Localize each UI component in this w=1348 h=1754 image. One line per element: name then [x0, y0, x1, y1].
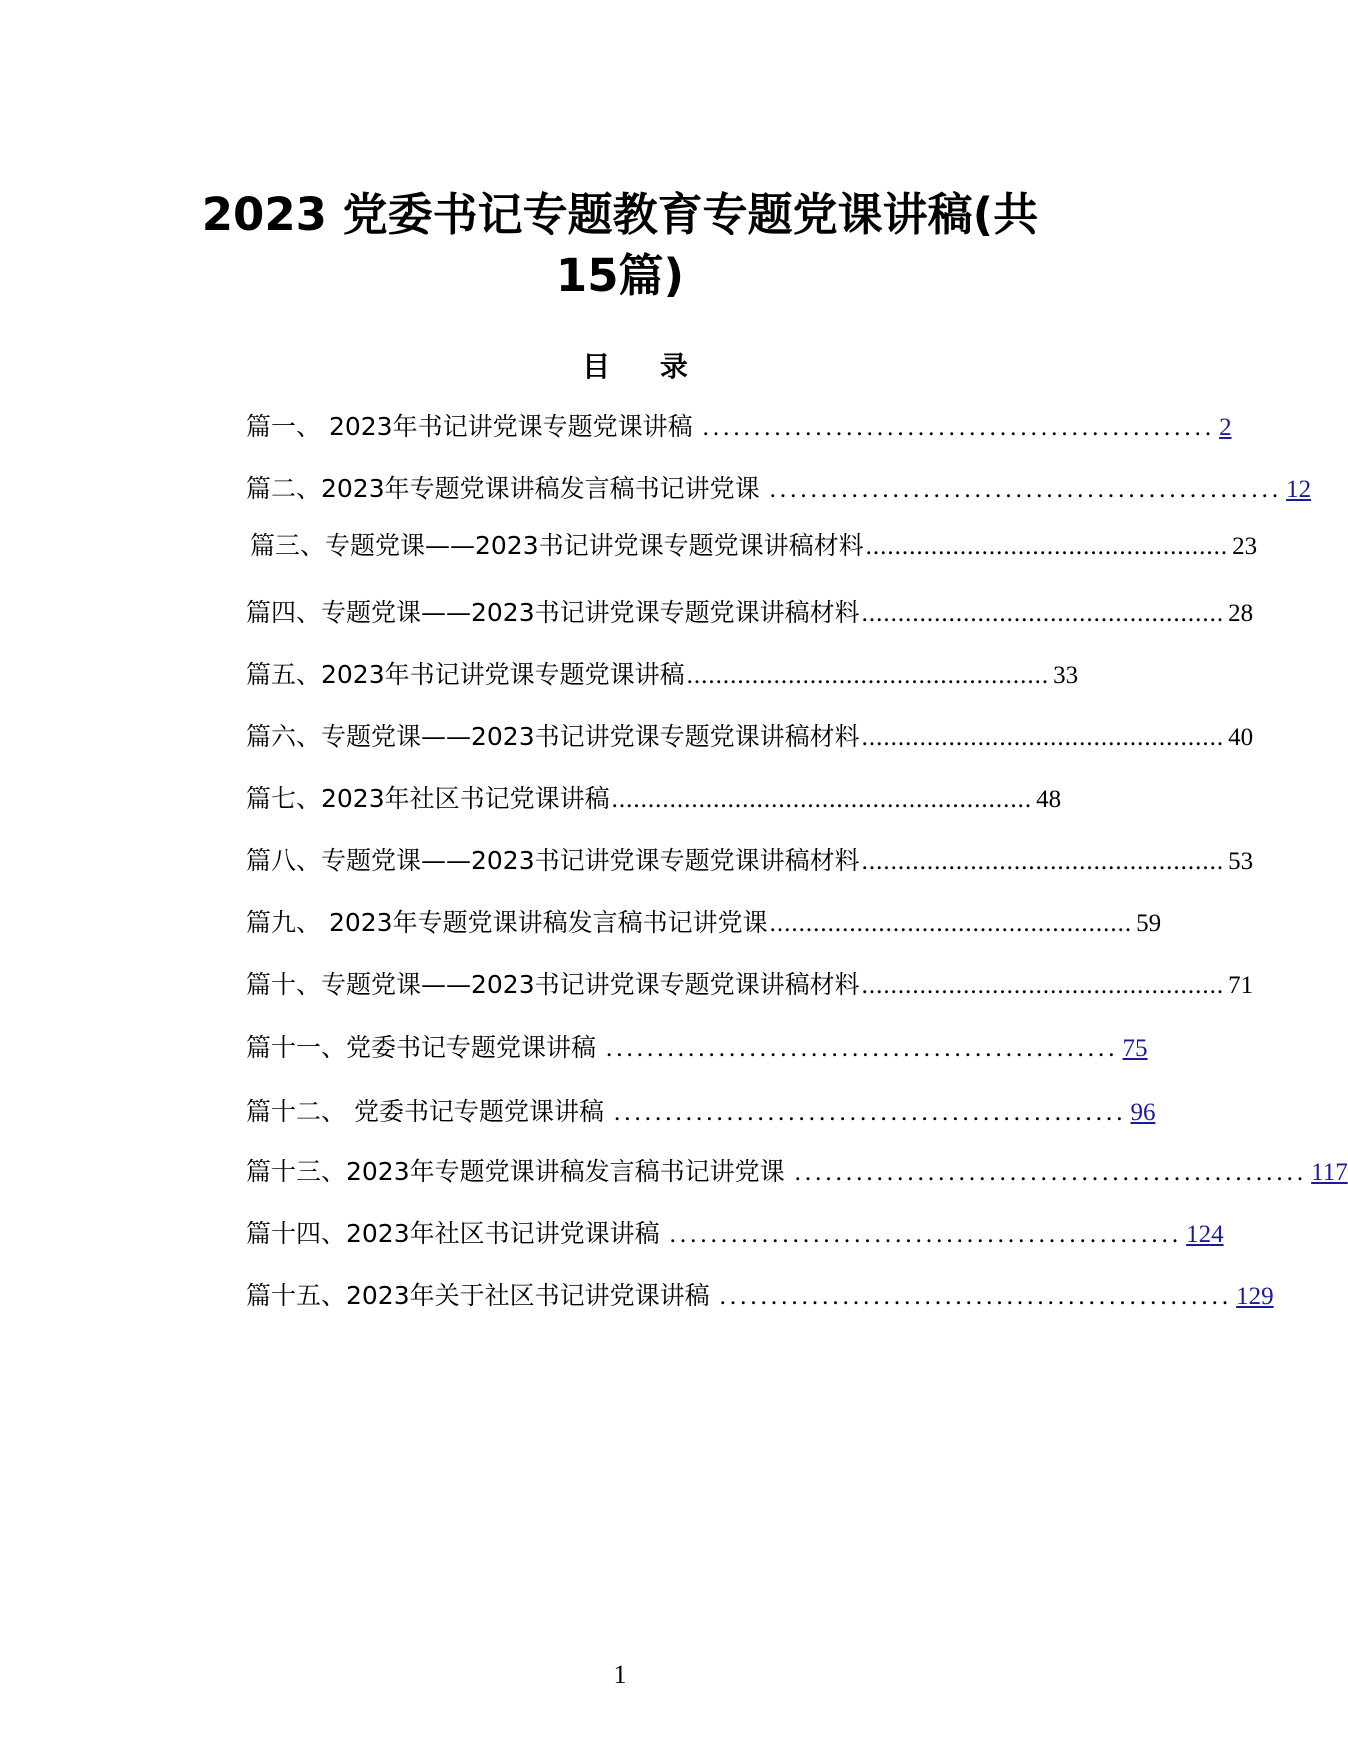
document-title-line-2: 15篇)	[555, 249, 685, 302]
toc-entry[interactable]	[246, 1026, 1148, 1070]
toc-entry-page-number: 28	[1228, 600, 1254, 627]
toc-entry-label: 篇八、专题党课——2023书记讲党课专题党课讲稿材料	[246, 846, 860, 875]
toc-entry-page-link[interactable]: 124	[1186, 1221, 1224, 1248]
dot-leader: ..................................................	[861, 848, 1225, 875]
toc-heading: 目 录	[582, 350, 708, 383]
toc-entry-label: 篇五、2023年书记讲党课专题党课讲稿	[246, 660, 685, 689]
dot-leader: ..................................................	[861, 600, 1225, 627]
dot-leader: ..................................................	[606, 1035, 1119, 1062]
toc-entry[interactable]	[246, 467, 1312, 511]
toc-entry[interactable]	[246, 777, 1062, 821]
toc-entry[interactable]	[246, 715, 1254, 759]
dot-leader: ..................................................	[861, 724, 1225, 751]
toc-entry-page-link[interactable]: 129	[1236, 1283, 1274, 1310]
toc-entry-page-link[interactable]: 117	[1311, 1159, 1348, 1186]
toc-entry-label: 篇四、专题党课——2023书记讲党课专题党课讲稿材料	[246, 598, 860, 627]
toc-entry-page-link[interactable]: 75	[1122, 1035, 1148, 1062]
toc-entry-page-link[interactable]: 12	[1286, 476, 1312, 503]
dot-leader: ..........................................................	[611, 786, 1033, 813]
toc-entry-label: 篇七、2023年社区书记党课讲稿	[246, 784, 610, 813]
toc-entry[interactable]	[246, 653, 1079, 697]
dot-leader: ..................................................	[865, 533, 1229, 560]
toc-entry-label: 篇十五、2023年关于社区书记讲党课讲稿	[246, 1281, 710, 1310]
toc-entry[interactable]	[246, 405, 1232, 449]
dot-leader: ..................................................	[794, 1159, 1308, 1186]
toc-entry[interactable]	[250, 524, 1258, 568]
dot-leader: ..................................................	[861, 972, 1225, 999]
toc-entry[interactable]	[246, 839, 1254, 883]
toc-entry-page-number: 33	[1053, 662, 1079, 689]
toc-entry-label: 篇十二、 党委书记专题党课讲稿	[246, 1097, 604, 1126]
toc-entry-label: 篇九、 2023年专题党课讲稿发言稿书记讲党课	[246, 908, 768, 937]
toc-entry-label: 篇十一、党委书记专题党课讲稿	[246, 1033, 597, 1062]
toc-entry-label: 篇一、 2023年书记讲党课专题党课讲稿	[246, 412, 693, 441]
toc-entry-label: 篇十三、2023年专题党课讲稿发言稿书记讲党课	[246, 1157, 785, 1186]
toc-entry-page-number: 53	[1228, 848, 1254, 875]
toc-entry[interactable]	[246, 1274, 1274, 1318]
toc-entry-page-number: 40	[1228, 724, 1254, 751]
toc-entry[interactable]	[246, 901, 1162, 945]
toc-entry[interactable]	[246, 1212, 1224, 1256]
toc-entry-label: 篇二、2023年专题党课讲稿发言稿书记讲党课	[246, 474, 760, 503]
dot-leader: ..................................................	[702, 414, 1216, 441]
toc-entry-label: 篇十、专题党课——2023书记讲党课专题党课讲稿材料	[246, 970, 860, 999]
footer-page-number: 1	[613, 1660, 627, 1689]
dot-leader: ..................................................	[686, 662, 1050, 689]
toc-entry-label: 篇十四、2023年社区书记讲党课讲稿	[246, 1219, 660, 1248]
toc-entry-label: 篇六、专题党课——2023书记讲党课专题党课讲稿材料	[246, 722, 860, 751]
dot-leader: ..................................................	[613, 1099, 1127, 1126]
toc-entry-page-number: 71	[1228, 972, 1254, 999]
dot-leader: ..................................................	[769, 910, 1133, 937]
toc-entry[interactable]	[246, 963, 1254, 1007]
toc-entry[interactable]	[246, 1090, 1156, 1134]
toc-entry-label: 篇三、专题党课——2023书记讲党课专题党课讲稿材料	[250, 531, 864, 560]
toc-entry-page-link[interactable]: 96	[1130, 1099, 1156, 1126]
toc-entry-page-number: 59	[1136, 910, 1162, 937]
document-title-line-1: 2023 党委书记专题教育专题党课讲稿(共	[201, 188, 1039, 241]
toc-entry[interactable]	[246, 1150, 1348, 1194]
toc-entry-page-number: 48	[1036, 786, 1062, 813]
toc-entry-page-link[interactable]: 2	[1219, 414, 1232, 441]
toc-entry-page-number: 23	[1232, 533, 1258, 560]
dot-leader: ..................................................	[719, 1283, 1233, 1310]
toc-entry[interactable]	[246, 591, 1254, 635]
dot-leader: ..................................................	[669, 1221, 1183, 1248]
dot-leader: ..................................................	[769, 476, 1283, 503]
